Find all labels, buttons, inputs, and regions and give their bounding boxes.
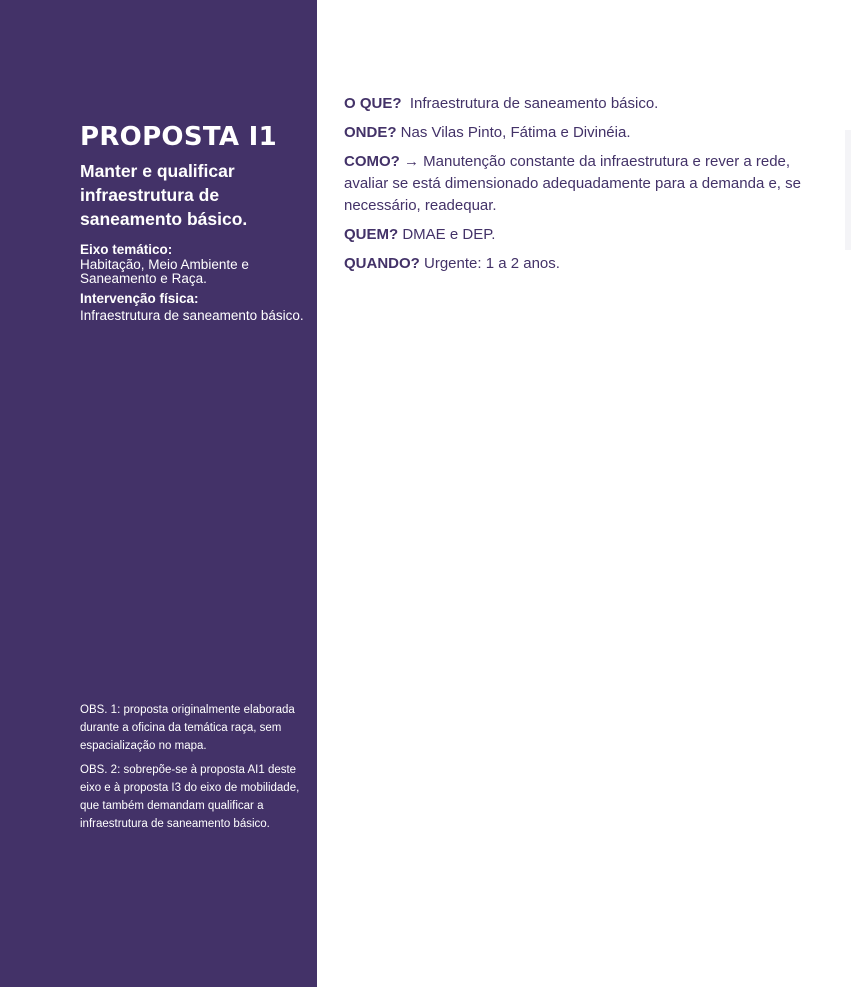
page-edge-shadow: [845, 130, 851, 250]
when-value: Urgente: 1 a 2 anos.: [424, 255, 560, 272]
how-label: COMO?: [344, 153, 400, 170]
proposal-meta: [80, 241, 305, 324]
where-label: ONDE?: [344, 124, 397, 141]
observations: [80, 701, 302, 838]
where-value: Nas Vilas Pinto, Fátima e Divinéia.: [400, 124, 631, 141]
observation-2: OBS. 2: sobrepõe-se à proposta AI1 deste eixo e à proposta I3 do eixo de mobilidade, que também demandam qualificar a infraestrutura de saneamento básico.: [80, 763, 300, 831]
how-row: [344, 151, 809, 217]
who-row: [344, 224, 809, 246]
what-label: O QUE?: [344, 95, 402, 112]
when-row: [344, 253, 809, 275]
what-row: [344, 93, 809, 115]
where-row: [344, 122, 809, 144]
intervencao-label: Intervenção física:: [80, 291, 199, 306]
how-value: → Manutenção constante da infraestrutura e rever a rede, avaliar se está dimensionado adequadamente para a demanda e, se necessário, readequar.: [344, 153, 801, 214]
proposal-subtitle: Manter e qualificar infraestrutura de saneamento básico.: [80, 161, 248, 229]
eixo-label: Eixo temático:: [80, 242, 173, 257]
eixo-value: Habitação, Meio Ambiente e Saneamento e Raça.: [80, 257, 249, 286]
when-label: QUANDO?: [344, 255, 420, 272]
observation-1: OBS. 1: proposta originalmente elaborada durante a oficina da temática raça, sem espacialização no mapa.: [80, 704, 295, 753]
proposal-details: [344, 93, 809, 282]
who-label: QUEM?: [344, 226, 399, 243]
who-value: DMAE e DEP.: [402, 226, 496, 243]
proposal-sidebar: [0, 0, 317, 987]
what-value: Infraestrutura de saneamento básico.: [409, 95, 659, 112]
proposal-title: PROPOSTA I1: [80, 122, 278, 152]
intervencao-value: Infraestrutura de saneamento básico.: [80, 308, 304, 323]
